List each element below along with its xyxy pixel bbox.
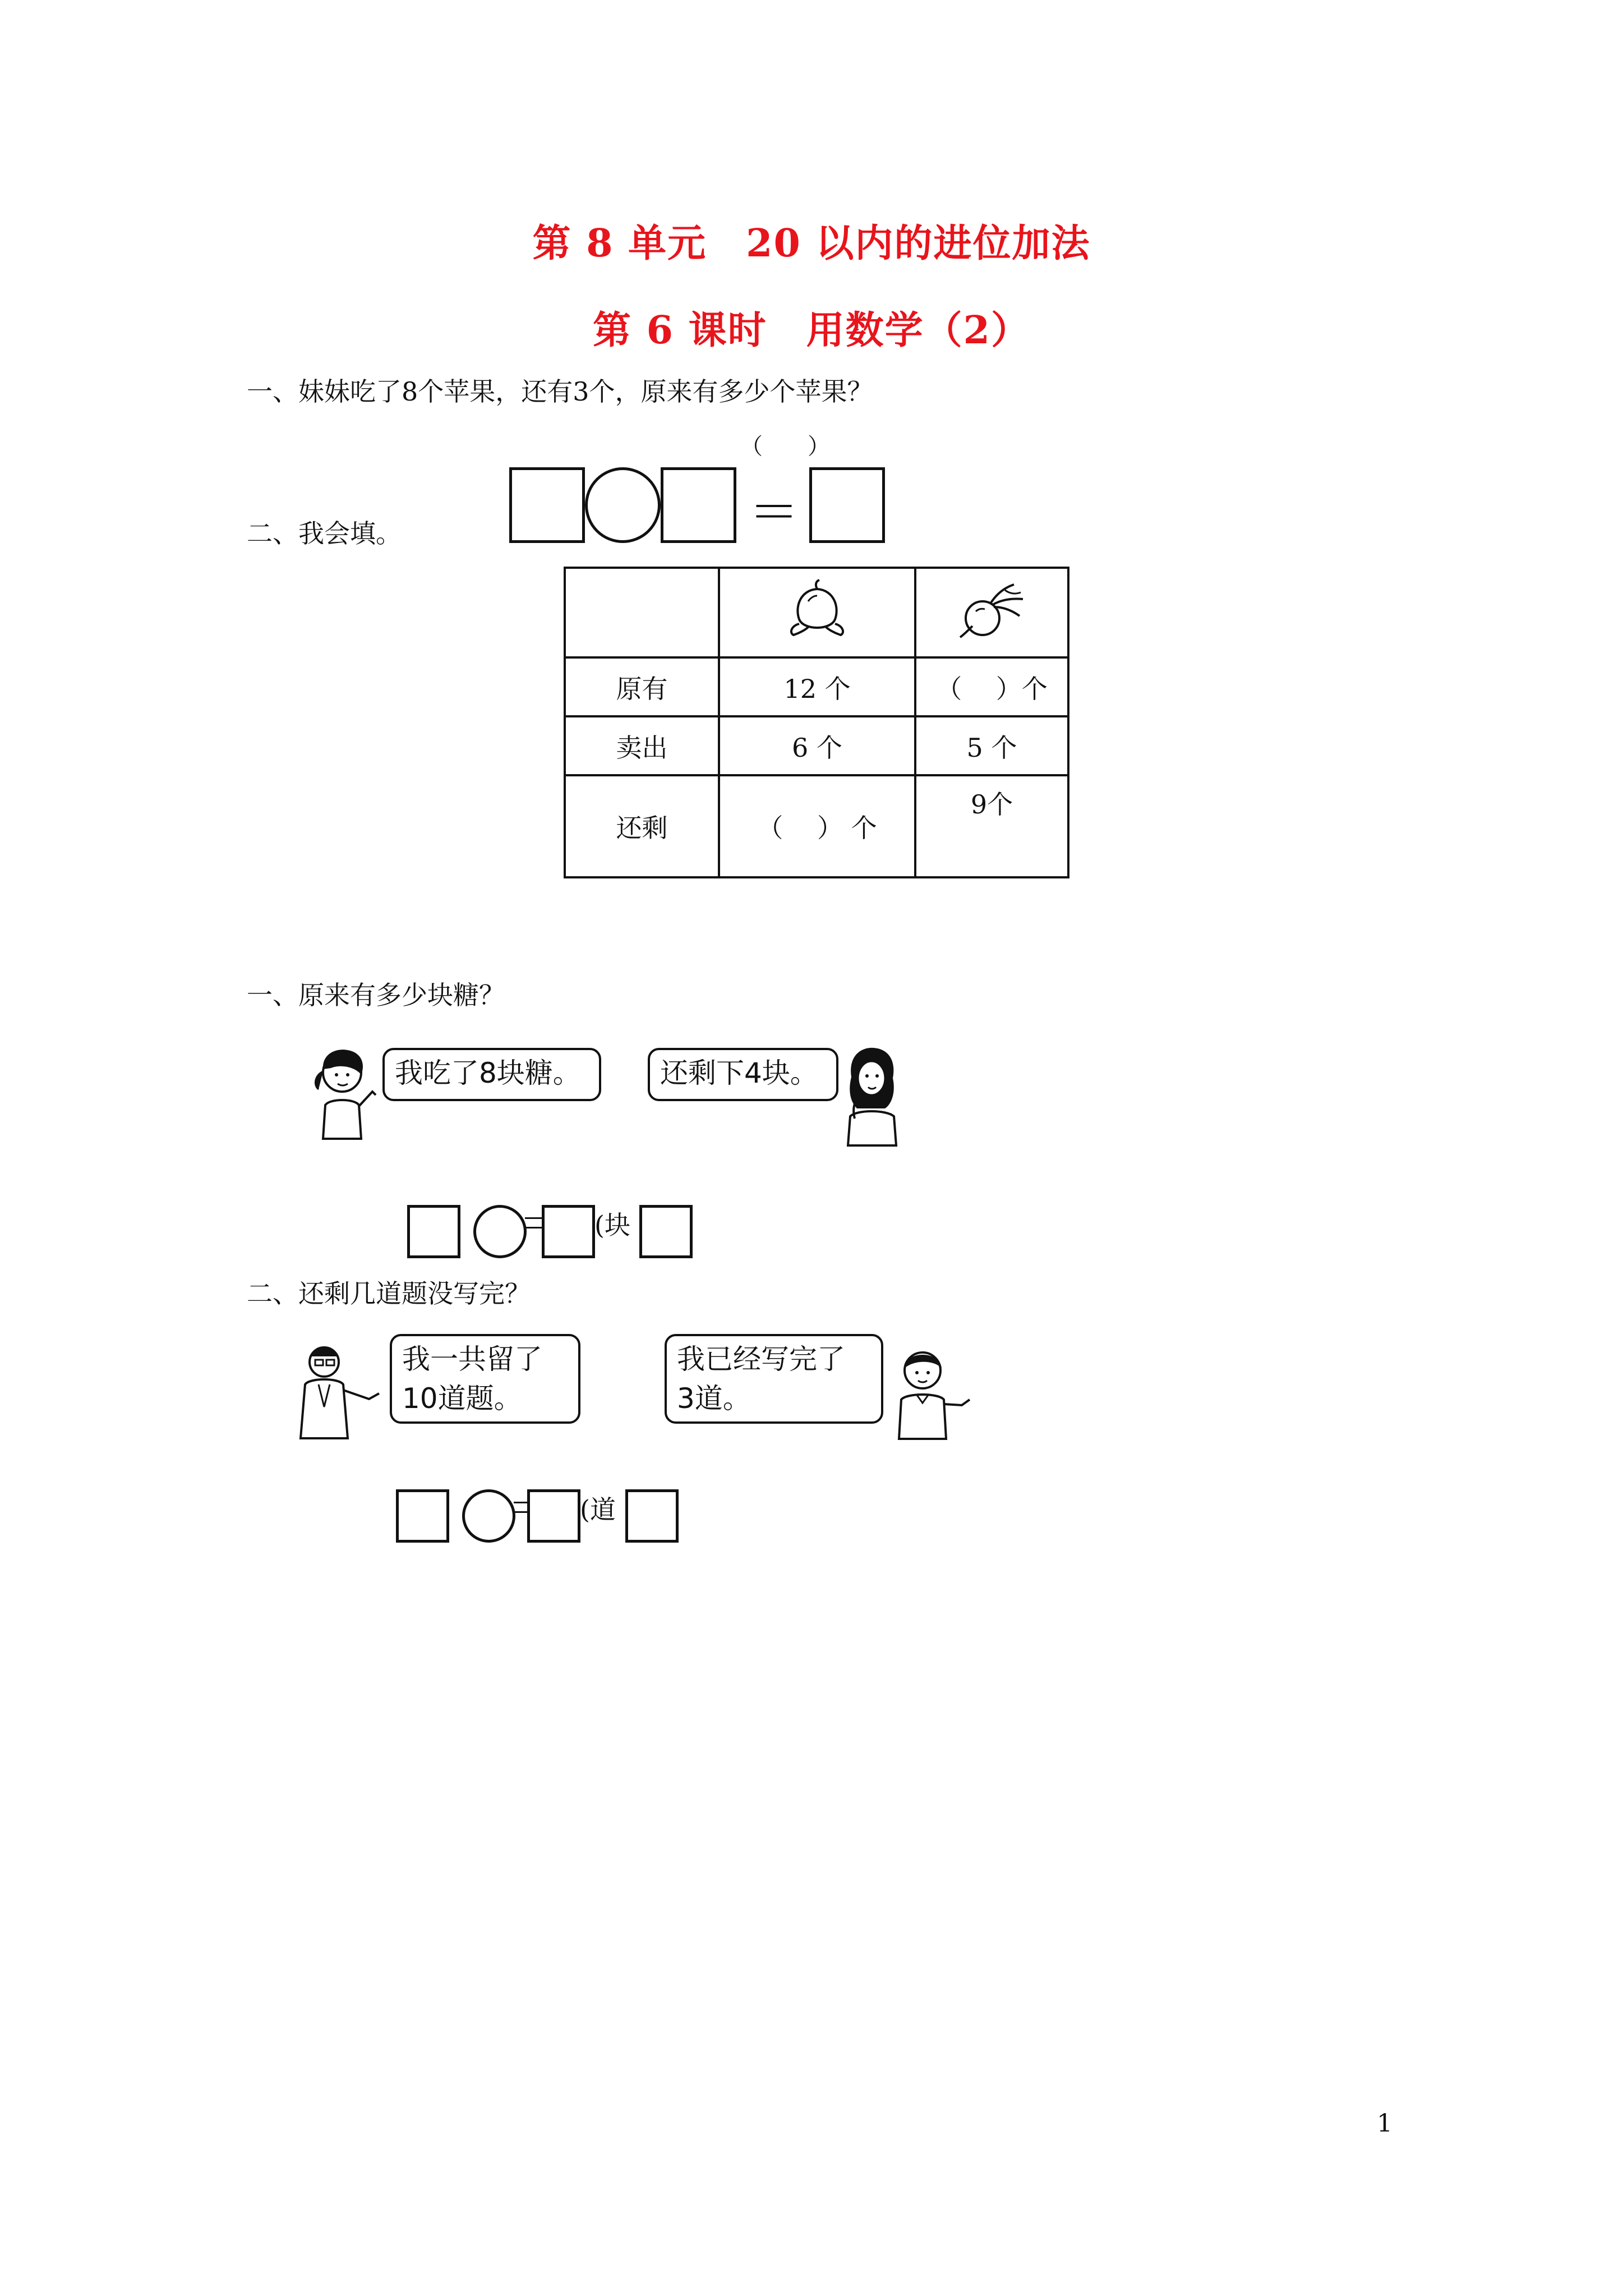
answer-unit-paren: （ ）	[740, 434, 830, 459]
candy-operator-circle[interactable]	[473, 1205, 527, 1258]
cell-peach-sold: 6 个	[719, 716, 915, 775]
answer-box-2[interactable]	[661, 467, 736, 543]
candy-unit-box[interactable]	[639, 1205, 693, 1258]
answer-box-result[interactable]	[809, 467, 885, 543]
candy-equals-mark	[525, 1217, 542, 1228]
candy-answer-box-result[interactable]	[542, 1205, 595, 1258]
homework-answer-box-result[interactable]	[527, 1489, 580, 1543]
peach-icon	[783, 579, 851, 641]
radish-icon	[956, 579, 1029, 641]
girl-figure-icon	[303, 1043, 381, 1144]
teacher-figure-icon	[285, 1340, 386, 1441]
candy-answer-box-1[interactable]	[407, 1205, 460, 1258]
speech-bubble-boy: 我已经写完了 3道。	[665, 1334, 883, 1424]
homework-equals-mark	[514, 1502, 528, 1513]
cell-radish-sold: 5 个	[915, 716, 1068, 775]
boy-figure-icon	[883, 1343, 973, 1444]
answer-box-1[interactable]	[509, 467, 585, 543]
table-header-radish	[915, 568, 1068, 657]
page-number: 1	[1377, 2109, 1393, 2138]
row-label-left: 还剩	[565, 775, 719, 877]
cell-radish-left: 9个	[915, 775, 1068, 877]
homework-operator-circle[interactable]	[462, 1489, 515, 1543]
row-label-original: 原有	[565, 657, 719, 716]
question-fill-table: 二、我会填。	[247, 518, 402, 549]
question-homework: 二、还剩几道题没写完？	[247, 1278, 531, 1309]
table-header-peach	[719, 568, 915, 657]
cell-peach-left[interactable]: （ ） 个	[719, 775, 915, 877]
table-corner-cell	[565, 568, 719, 657]
homework-unit: (道	[580, 1494, 616, 1525]
cell-peach-original: 12 个	[719, 657, 915, 716]
fill-table	[564, 567, 1069, 878]
equals-sign: ＝	[749, 483, 799, 542]
lesson-title: 第 6 课时 用数学（2）	[593, 308, 1030, 353]
homework-unit-box[interactable]	[625, 1489, 679, 1543]
unit-title: 第 8 单元 20 以内的进位加法	[532, 221, 1091, 266]
cell-radish-original[interactable]: （ ）个	[915, 657, 1068, 716]
speech-bubble-teacher: 我一共留了 10道题。	[390, 1334, 580, 1424]
woman-figure-icon	[834, 1043, 907, 1150]
question-candies: 一、原来有多少块糖？	[247, 980, 505, 1010]
question-apples: 一、妹妹吃了8个苹果，还有3个，原来有多少个苹果？	[247, 376, 873, 407]
homework-answer-box-1[interactable]	[396, 1489, 449, 1543]
speech-bubble-girl: 我吃了8块糖。	[382, 1048, 601, 1101]
candy-unit: (块	[594, 1210, 630, 1240]
row-label-sold: 卖出	[565, 716, 719, 775]
speech-bubble-woman: 还剩下4块。	[648, 1048, 838, 1101]
operator-circle[interactable]	[585, 467, 661, 543]
